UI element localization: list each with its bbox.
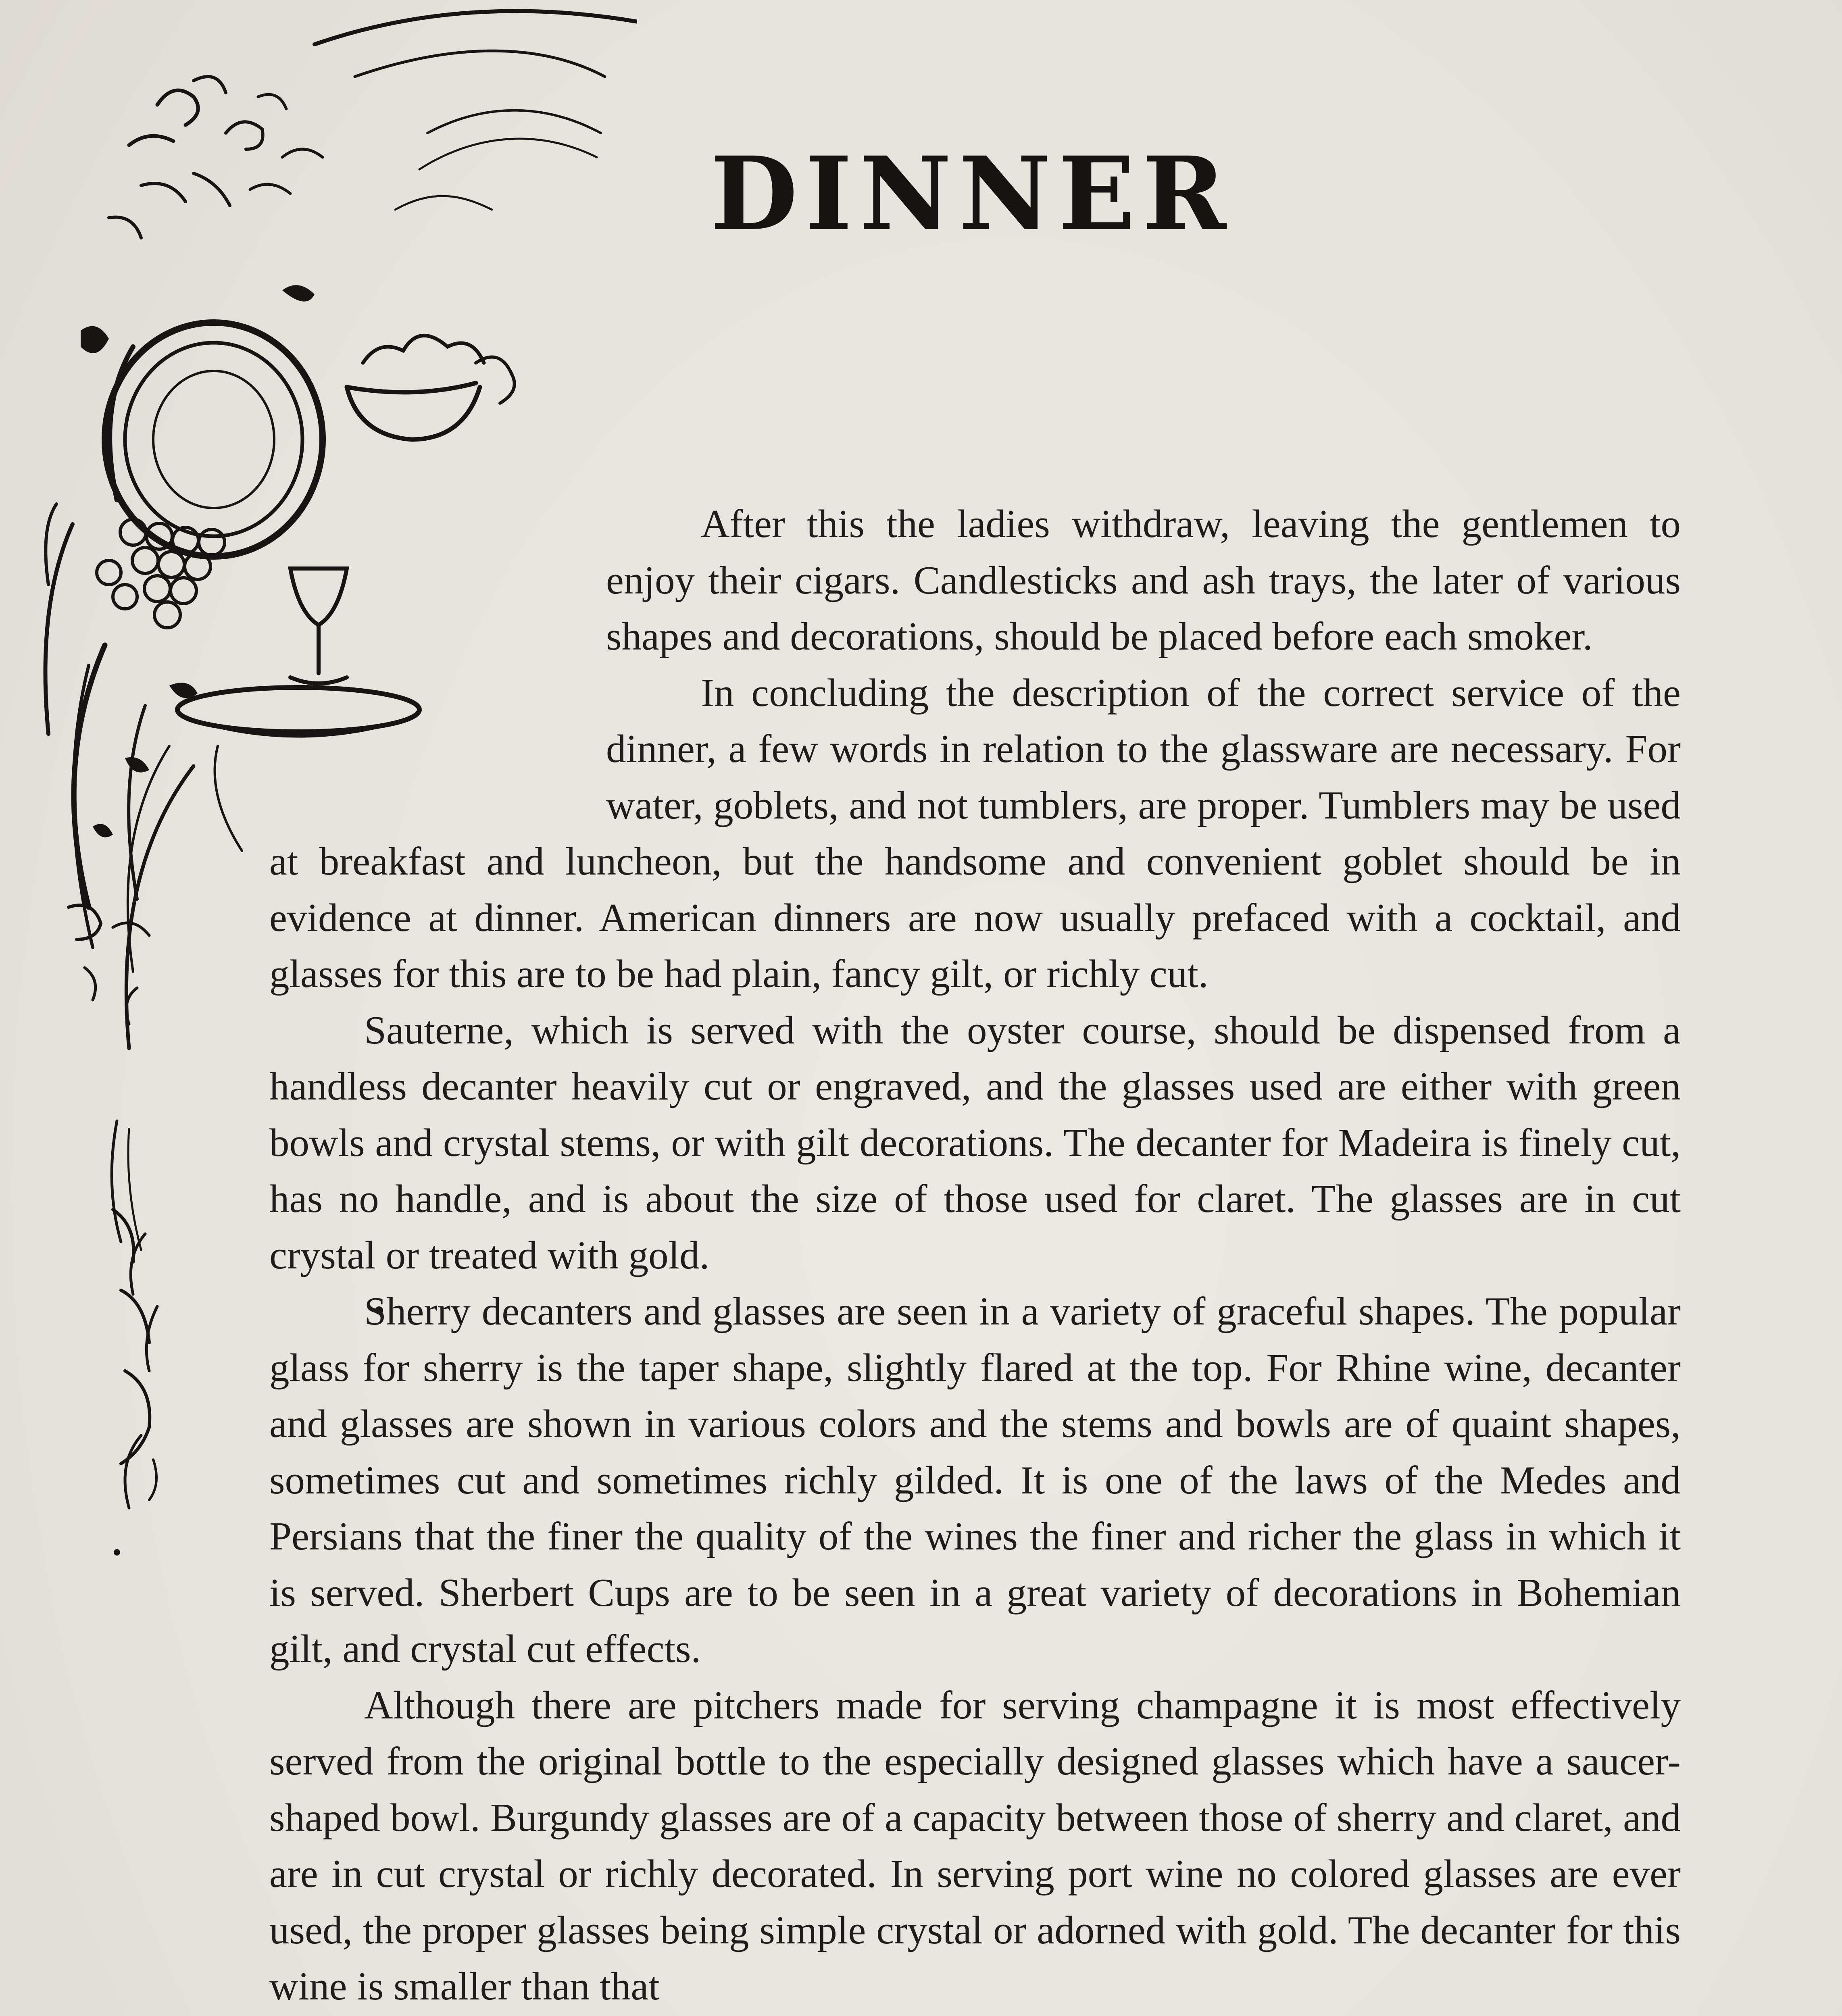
paragraph-4: Sherry decanters and glasses are seen in a variety of graceful shapes. The popular glass for sherry is the taper shape, slightly flared at the top. For Rhine wine, decanter and glasses are shown in various colors and the stems and bowls are of quaint shapes, sometimes cut and sometimes richly gilded. It is one of the laws of the Medes and Persians that the finer the quality of the wines the finer and richer the glass in which it is served. Sherbert Cups are to be seen in a great variety of decorations in Bohemian gilt, and crystal cut effects.: [269, 1289, 1681, 1671]
page-title: DINNER: [710, 134, 1234, 253]
paragraph-3: Sauterne, which is served with the oyster course, should be dispensed from a handless decanter heavily cut or engraved, and the glasses used are either with green bowls and crystal stems, or with gilt decorations. The decanter for Madeira is finely cut, has no handle, and is about the size of those used for claret. The glasses are in cut crystal or treated with gold.: [269, 1008, 1681, 1277]
paragraph-2: In concluding the description of the correct service of the dinner, a few words in relation to the glassware are necessary. For water, goblets, and not tumblers, are proper. Tumblers may be used at breakfast and luncheon, but the handsome and convenient goblet should be in evidence at dinner. American dinners are now usually prefaced with a cocktail, and glasses for this are to be had plain, fancy gilt, or richly cut.: [269, 671, 1681, 996]
paragraph-5: Although there are pitchers made for serving champagne it is most effectively served from the original bottle to the especially designed glasses which have a saucer-shaped bowl. Burgundy glasses are of a capacity between those of sherry and claret, and are in cut crystal or richly decorated. In serving port wine no colored glasses are ever used, the proper glasses being simple crystal or adorned with gold. The decanter for this wine is smaller than that: [269, 1683, 1681, 2008]
paragraph-1: After this the ladies withdraw, leaving the gentlemen to enjoy their cigars. Candlesticks and ash trays, the later of various shapes and decorations, should be placed before each smoker.: [606, 502, 1681, 658]
article-body: [269, 496, 1681, 2015]
illustration-wrap-spacer: [269, 496, 606, 821]
